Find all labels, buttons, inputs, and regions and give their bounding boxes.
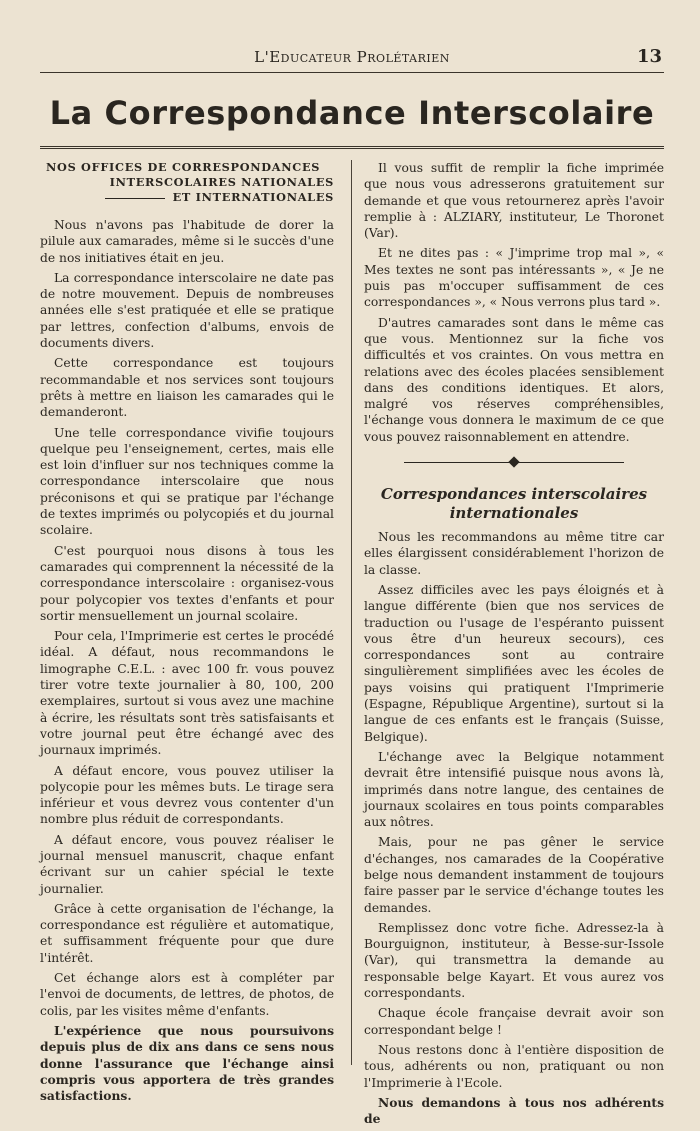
paragraph: Mais, pour ne pas gêner le service d'échanges, nos camarades de la Coopérative belge nous demandent instamment de toujours faire passer par le service d'échange toutes les demandes. bbox=[364, 835, 664, 915]
paragraph: Cette correspondance est toujours recommandable et nos services sont toujours prêts à mettre en liaison les camarades qui le demanderont. bbox=[40, 356, 334, 420]
left-column bbox=[40, 160, 334, 1108]
title-block bbox=[40, 90, 664, 149]
paragraph: Cet échange alors est à compléter par l'envoi de documents, de lettres, de photos, de colis, par les visites même d'enfants. bbox=[40, 971, 334, 1018]
section-heading-line-2: INTERSCOLAIRES NATIONALES bbox=[109, 175, 334, 189]
paragraph: Nous restons donc à l'entière disposition de tous, adhérents ou non, pratiquant ou non l'Imprimerie à l'Ecole. bbox=[364, 1042, 664, 1090]
closing-paragraph: L'expérience que nous poursuivons depuis plus de dix ans dans ce sens nous donne l'assurance que l'échange ainsi compris vous apportera de très grandes satisfactions. bbox=[40, 1022, 334, 1104]
paragraph: A défaut encore, vous pouvez utiliser la polycopie pour les mêmes buts. Le tirage sera inférieur et vous devrez vous contenter d'un nombre plus réduit de correspondants. bbox=[40, 763, 334, 827]
paragraph: Assez difficiles avec les pays éloignés et à langue différente (bien que nos services de traduction ou l'usage de l'espéranto puissent vous être d'un heureux secours), ces correspondances sont au contraire singulièrement simplifiées avec les écoles de pays voisins qui pratiquent l'Imprimerie (Espagne, République Argentine), surtout si la langue de ces enfants est le français (Suisse, Belgique). bbox=[364, 582, 664, 744]
paragraph: La correspondance interscolaire ne date pas de notre mouvement. Depuis de nombreuses années elle s'est pratiquée et elle se pratique par lettres, confection d'albums, envois de documents divers. bbox=[40, 270, 334, 351]
paragraph: Chaque école française devrait avoir son correspondant belge ! bbox=[364, 1006, 664, 1037]
paragraph: C'est pourquoi nous disons à tous les camarades qui comprennent la nécessité de la correspondance interscolaire : organisez-vous pour polycopier vos textes d'enfants et pour sortir mensuellement un journal scolaire. bbox=[40, 543, 334, 623]
paragraph: Remplissez donc votre fiche. Adressez-la à Bourguignon, instituteur, à Besse-sur-Issole (Var), qui transmettra la demande au responsable belge Kayart. Et vous aurez vos correspondants. bbox=[364, 920, 664, 1001]
paragraph: Nous les recommandons au même titre car elles élargissent considérablement l'horizon de la classe. bbox=[364, 530, 664, 577]
ornament-diamond-icon bbox=[508, 456, 519, 467]
paragraph: Pour cela, l'Imprimerie est certes le procédé idéal. A défaut, nous recommandons le limographe C.E.L. : avec 100 fr. vous pouvez tirer votre texte journalier à 80, 100, 200 exemplaires, surtout si vous avez une machine à écrire, les résultats sont très satisfaisants et votre journal peut être échangé avec des journaux imprimés. bbox=[40, 629, 334, 758]
paragraph: Grâce à cette organisation de l'échange, la correspondance est régulière et automatique, et suffisamment fréquente pour que dure l'intérêt. bbox=[40, 901, 334, 965]
paragraph: Et ne dites pas : « J'imprime trop mal », « Mes textes ne sont pas intéressants », « Je ne puis pas m'occuper suffisamment de ces correspondances », « Nous verrons plus tard ». bbox=[364, 246, 664, 310]
running-title: L'Educateur Prolétarien bbox=[254, 48, 450, 66]
closing-paragraph: Nous demandons à tous nos adhérents de bbox=[364, 1094, 664, 1127]
paragraph: Une telle correspondance vivifie toujours quelque peu l'enseignement, certes, mais elle est loin d'influer sur nos techniques comme la correspondance interscolaire que nous préconisons et qui se pratique par l'échange de textes imprimés ou polycopiés et du journal scolaire. bbox=[40, 425, 334, 538]
section-heading bbox=[40, 160, 334, 205]
column-divider bbox=[351, 160, 352, 1065]
right-column bbox=[364, 160, 664, 1131]
article-title: La Correspondance Interscolaire bbox=[49, 94, 655, 132]
subsection-heading-line-2: internationales bbox=[449, 504, 579, 523]
paragraph: Nous n'avons pas l'habitude de dorer la pilule aux camarades, même si le succès d'une de nos initiatives était en jeu. bbox=[40, 218, 334, 265]
section-heading-line-3 bbox=[40, 190, 334, 205]
paragraph: A défaut encore, vous pouvez réaliser le journal mensuel manuscrit, chaque enfant écrivant sur un cahier spécial le texte journalier. bbox=[40, 832, 334, 896]
subsection-heading bbox=[364, 485, 664, 523]
heading-rule bbox=[105, 198, 165, 199]
paragraph: Il vous suffit de remplir la fiche imprimée que nous vous adresserons gratuitement sur demande et que vous retournerez après l'avoir remplie à : ALZIARY, instituteur, Le Thoronet (Var). bbox=[364, 161, 664, 241]
running-header bbox=[40, 46, 664, 73]
section-heading-line-3-text: ET INTERNATIONALES bbox=[172, 190, 334, 204]
section-heading-line-1: NOS OFFICES DE CORRESPONDANCES bbox=[46, 160, 321, 174]
subsection-heading-line-1: Correspondances interscolaires bbox=[380, 485, 648, 504]
paragraph: L'échange avec la Belgique notamment devrait être intensifié puisque nous avons là, imprimés dans notre langue, des centaines de journaux scolaires en tous points comparables aux nôtres. bbox=[364, 749, 664, 830]
paragraph: D'autres camarades sont dans le même cas que vous. Mentionnez sur la fiche vos difficultés et vos craintes. On vous mettra en relations avec des écoles placées sensiblement dans des conditions identiques. Et alors, malgré vos réserves compréhensibles, l'échange vous donnera le maximum de ce que vous pouvez raisonnablement en attendre. bbox=[364, 315, 664, 444]
ornament-divider bbox=[404, 457, 624, 469]
page-number: 13 bbox=[636, 46, 662, 67]
